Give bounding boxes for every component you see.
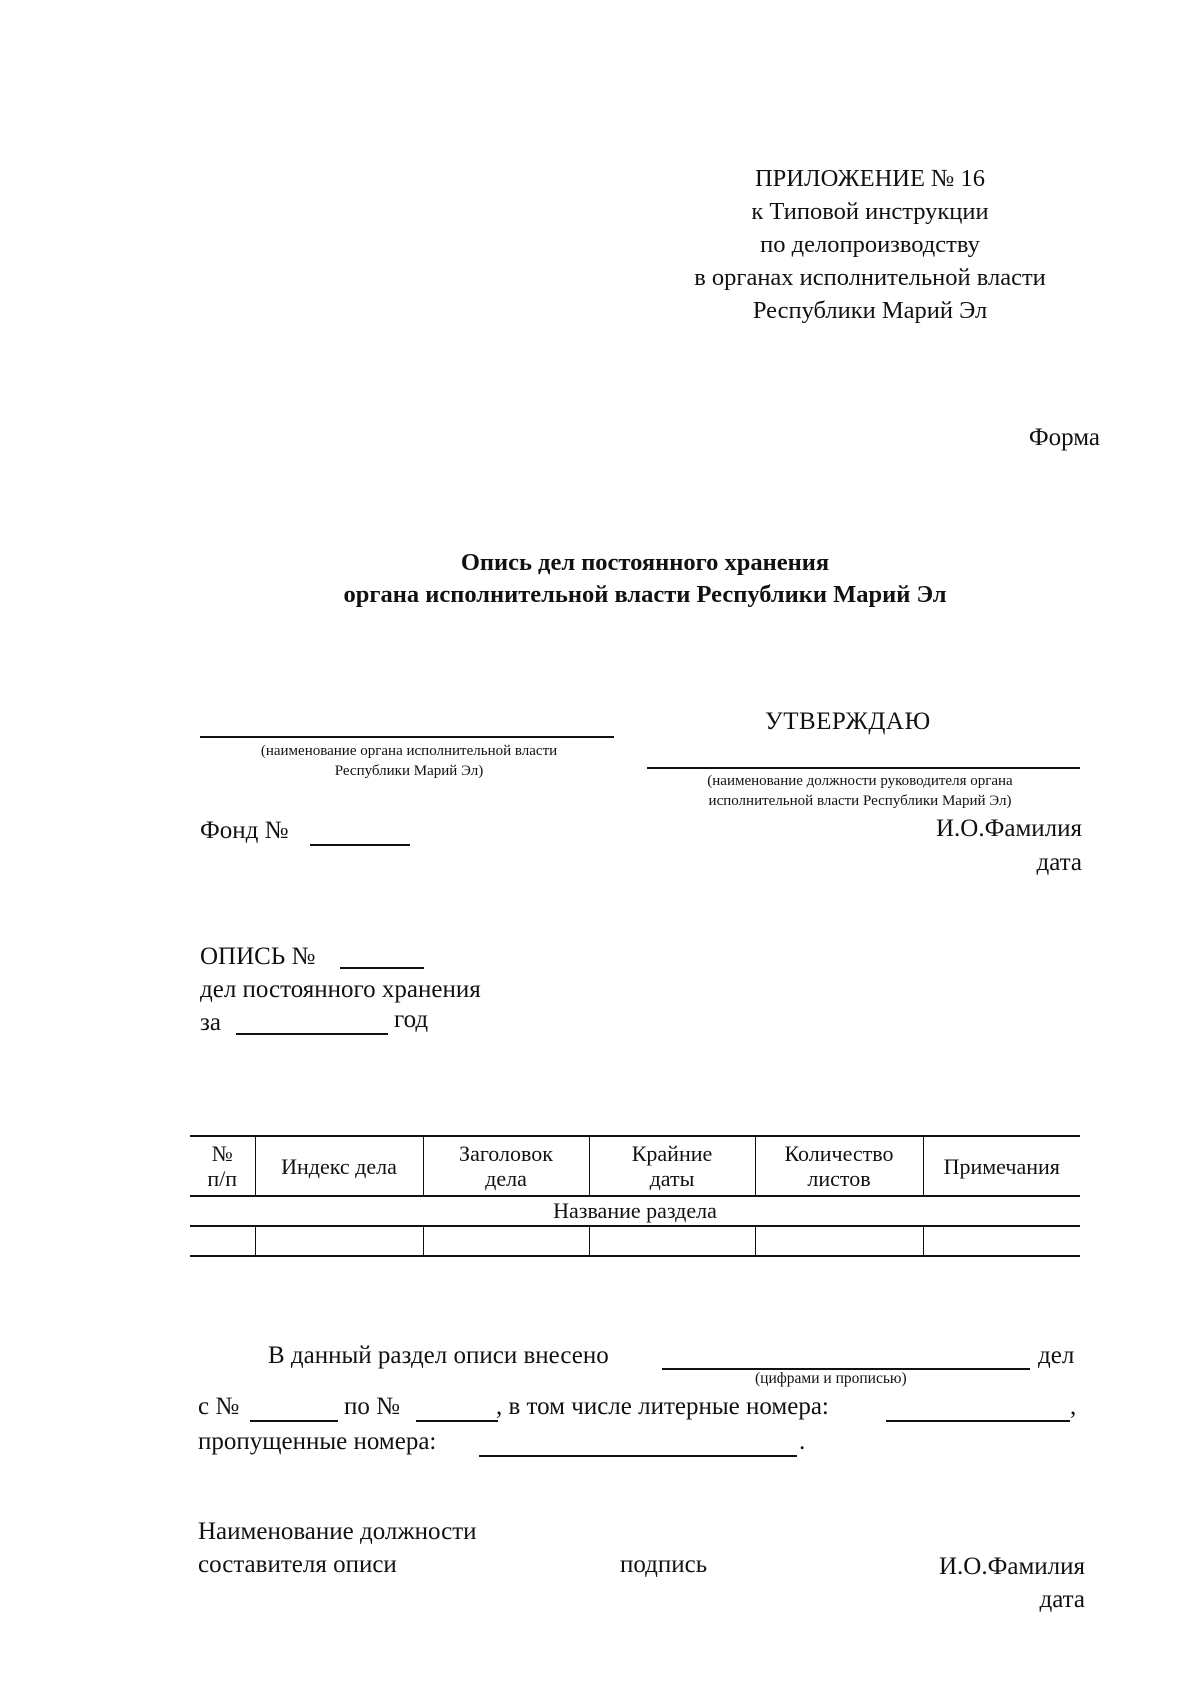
header-sheet-count bbox=[755, 1136, 923, 1196]
table-cell bbox=[423, 1226, 589, 1256]
summary-skipped-label: пропущенные номера: bbox=[198, 1428, 437, 1455]
appendix-line: Республики Марий Эл bbox=[752, 297, 988, 324]
table-section-row bbox=[190, 1196, 1080, 1226]
header-line: Крайние bbox=[631, 1141, 713, 1166]
from-number-field-line bbox=[250, 1420, 338, 1422]
header-case-title bbox=[423, 1136, 589, 1196]
header-line: листов bbox=[807, 1166, 871, 1191]
appendix-line: ПРИЛОЖЕНИЕ № 16 bbox=[754, 165, 986, 192]
approve-caption-line: (наименование должности руководителя органа bbox=[707, 773, 1013, 789]
table-cell bbox=[255, 1226, 423, 1256]
table-cell bbox=[589, 1226, 755, 1256]
letter-numbers-field-line bbox=[886, 1420, 1070, 1422]
summary-letter-numbers-label: , в том числе литерные номера: bbox=[496, 1393, 829, 1420]
table-header-row bbox=[190, 1136, 1080, 1196]
appendix-line: в органах исполнительной власти bbox=[694, 264, 1046, 291]
signature-placeholder: подпись bbox=[620, 1551, 708, 1578]
table-cell bbox=[755, 1226, 923, 1256]
fond-number-field-line bbox=[310, 844, 410, 846]
org-name-caption bbox=[196, 741, 622, 781]
inventory-year-suffix: год bbox=[394, 1006, 429, 1033]
org-caption-line: Республики Марий Эл) bbox=[334, 763, 484, 779]
fond-label: Фонд № bbox=[200, 817, 289, 844]
org-name-field-line bbox=[200, 736, 614, 738]
inventory-block bbox=[200, 940, 481, 1039]
approver-position-field-line bbox=[647, 767, 1080, 769]
compiler-date: дата bbox=[1039, 1586, 1085, 1613]
table-row bbox=[190, 1226, 1080, 1256]
summary-cases-word: дел bbox=[1038, 1342, 1075, 1369]
approve-heading: УТВЕРЖДАЮ bbox=[765, 708, 931, 735]
title-line-2: органа исполнительной власти Республики Марий Эл bbox=[343, 581, 947, 608]
approve-date: дата bbox=[1036, 849, 1082, 876]
summary-to-label: по № bbox=[344, 1393, 400, 1420]
to-number-field-line bbox=[416, 1420, 498, 1422]
approve-caption-line: исполнительной власти Республики Марий Эл) bbox=[708, 793, 1012, 809]
entered-count-caption: (цифрами и прописью) bbox=[755, 1370, 907, 1387]
org-caption-line: (наименование органа исполнительной власти bbox=[260, 743, 558, 759]
header-line: дела bbox=[485, 1166, 527, 1191]
compiler-position-line-1: Наименование должности bbox=[198, 1518, 477, 1545]
header-line: № bbox=[211, 1141, 233, 1166]
summary-entered-text: В данный раздел описи внесено bbox=[268, 1342, 609, 1369]
inventory-subtitle: дел постоянного хранения bbox=[200, 976, 481, 1003]
summary-comma: , bbox=[1070, 1393, 1077, 1420]
header-line: Количество bbox=[784, 1141, 894, 1166]
header-number bbox=[190, 1136, 255, 1196]
header-dates bbox=[589, 1136, 755, 1196]
summary-period: . bbox=[799, 1428, 806, 1455]
skipped-numbers-field-line bbox=[479, 1455, 797, 1457]
form-label: Форма bbox=[1028, 424, 1100, 451]
summary-from-label: с № bbox=[198, 1393, 240, 1420]
inventory-number-field-line bbox=[340, 967, 424, 969]
header-case-index bbox=[255, 1136, 423, 1196]
section-name-cell: Название раздела bbox=[190, 1196, 1080, 1226]
cases-table bbox=[190, 1135, 1080, 1257]
title-line-1: Опись дел постоянного хранения bbox=[460, 549, 830, 576]
header-notes bbox=[923, 1136, 1080, 1196]
header-line: даты bbox=[649, 1166, 695, 1191]
approver-name: И.О.Фамилия bbox=[935, 815, 1082, 842]
header-line: Индекс дела bbox=[281, 1153, 397, 1179]
compiler-name: И.О.Фамилия bbox=[938, 1553, 1085, 1580]
compiler-position-line-2: составителя описи bbox=[198, 1551, 397, 1578]
document-title bbox=[0, 547, 1200, 611]
inventory-year-prefix: за bbox=[200, 1009, 221, 1036]
header-line: п/п bbox=[207, 1166, 238, 1191]
appendix-line: по делопроизводству bbox=[760, 231, 980, 258]
appendix-header bbox=[640, 162, 1100, 327]
inventory-number-label: ОПИСЬ № bbox=[200, 943, 316, 970]
appendix-line: к Типовой инструкции bbox=[751, 198, 989, 225]
table-cell bbox=[923, 1226, 1080, 1256]
header-line: Заголовок bbox=[459, 1141, 553, 1166]
inventory-year-field-line bbox=[236, 1033, 388, 1035]
header-line: Примечания bbox=[943, 1153, 1060, 1179]
approver-position-caption bbox=[640, 771, 1080, 811]
table-cell bbox=[190, 1226, 255, 1256]
